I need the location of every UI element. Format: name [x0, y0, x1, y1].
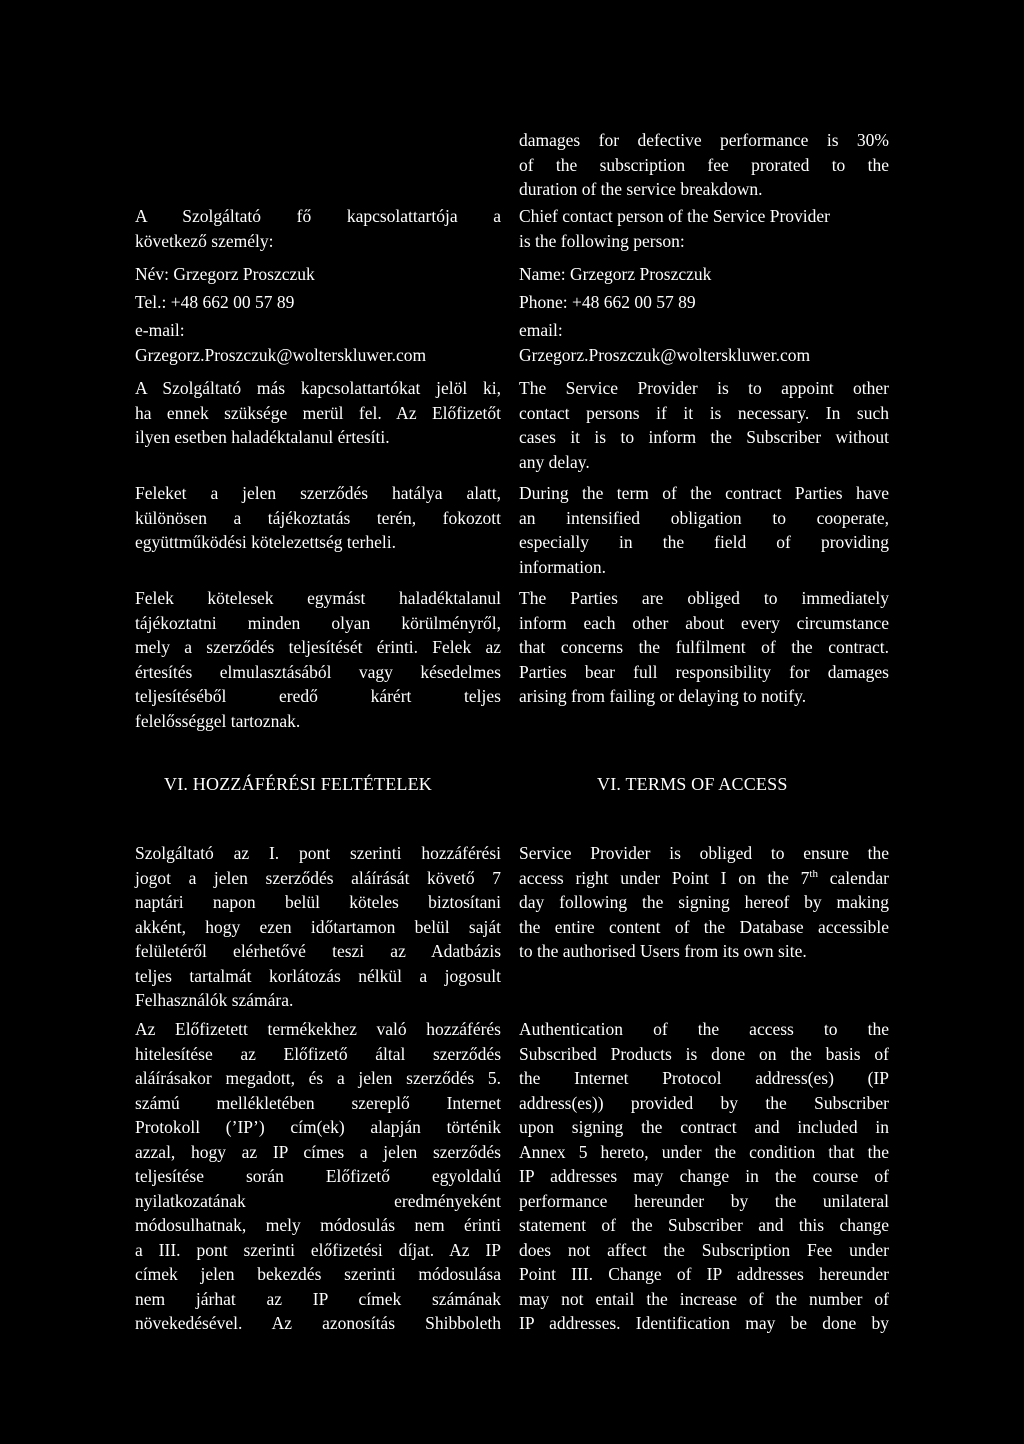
text-line: Feleket a jelen szerződés hatálya alatt,	[135, 483, 501, 503]
text-line: Felhasználók számára.	[135, 990, 294, 1010]
hu-other-contacts-paragraph	[135, 376, 501, 450]
text-line: jogot a jelen szerződés aláírását követő 7	[135, 867, 501, 888]
text-line: information.	[519, 556, 606, 577]
text-line: értesítés elmulasztásából vagy késedelmes	[135, 661, 501, 682]
en-contact-intro	[519, 204, 889, 253]
text-line: teljes tartalmát korlátozás nélkül a jogosult	[135, 965, 501, 986]
en-cooperation-paragraph	[519, 481, 889, 579]
text-fragment: calendar	[817, 867, 889, 888]
text-line: the Internet Protocol address(es) (IP	[519, 1068, 889, 1088]
en-other-contacts-paragraph	[519, 376, 889, 474]
en-section-heading: VI. TERMS OF ACCESS	[597, 774, 788, 794]
text-line: the entire content of the Database accessible	[519, 916, 889, 937]
hu-contact-name	[135, 262, 501, 287]
text-line: to the authorised Users from its own site.	[519, 941, 807, 961]
text-line: IP addresses may change in the course of	[519, 1166, 889, 1186]
en-contact-email	[519, 318, 889, 367]
text-line: that concerns the fulfilment of the contract.	[519, 637, 889, 657]
text-line: of the subscription fee prorated to the	[519, 154, 889, 175]
text-line: day following the signing hereof by making	[519, 892, 889, 912]
hu-contact-email	[135, 318, 501, 367]
text-line: azzal, hogy az IP címes a jelen szerződés	[135, 1141, 501, 1162]
text-line: especially in the field of providing	[519, 532, 889, 552]
text-line: Szolgáltató az I. pont szerinti hozzáférési	[135, 843, 501, 863]
hu-contact-phone	[135, 290, 501, 315]
text-line: performance hereunder by the unilateral	[519, 1190, 889, 1211]
text-line: módosulhatnak, mely módosulás nem érinti	[135, 1215, 501, 1235]
email-link[interactable]: Grzegorz.Proszczuk@wolterskluwer.com	[135, 344, 427, 365]
text-line: nyilatkozatának eredményeként	[135, 1190, 501, 1211]
text-line: Az Előfizetett termékekhez való hozzáférés	[135, 1019, 501, 1039]
text-line: Point III. Change of IP addresses hereunder	[519, 1264, 889, 1284]
hu-access-right-paragraph	[135, 841, 501, 1013]
text-line: növekedésével. Az azonosítás Shibboleth	[135, 1313, 501, 1333]
text-line: mely a szerződés teljesítését érinti. Felek az	[135, 637, 501, 657]
text-line: During the term of the contract Parties have	[519, 483, 889, 503]
text-line: damages for defective performance is 30%	[519, 130, 889, 150]
en-authentication-paragraph	[519, 1017, 889, 1336]
text-line: számú mellékletében szereplő Internet	[135, 1092, 501, 1113]
hu-authentication-paragraph	[135, 1017, 501, 1336]
text-line: teljesítéséből eredő kárért teljes	[135, 686, 501, 706]
text-line: Név: Grzegorz Proszczuk	[135, 264, 315, 284]
text-line: különösen a tájékoztatás terén, fokozott	[135, 507, 501, 528]
text-line: felületéről elérhetővé teszi az Adatbázis	[135, 941, 501, 961]
text-line: Name: Grzegorz Proszczuk	[519, 264, 712, 284]
text-line: IP addresses. Identification may be done by	[519, 1313, 889, 1333]
text-line: Felek kötelesek egymást haladéktalanul	[135, 588, 501, 608]
en-notification-paragraph	[519, 586, 889, 709]
text-line: címek jelen bekezdés szerinti módosulása	[135, 1264, 501, 1284]
text-line: ha ennek szüksége merül fel. Az Előfizetőt	[135, 402, 501, 423]
text-line: statement of the Subscriber and this change	[519, 1215, 889, 1235]
text-line: cases it is to inform the Subscriber without	[519, 427, 889, 447]
en-contact-name	[519, 262, 889, 287]
text-line: Tel.: +48 662 00 57 89	[135, 292, 295, 312]
text-line: may not entail the increase of the number of	[519, 1288, 889, 1309]
text-line: Protokoll (’IP’) cím(ek) alapján történik	[135, 1117, 501, 1137]
text-line: duration of the service breakdown.	[519, 179, 763, 199]
text-line: teljesítése során Előfizető egyoldalú	[135, 1166, 501, 1186]
text-line: e-mail:	[135, 320, 185, 340]
en-contact-phone	[519, 290, 889, 315]
text-line: inform each other about every circumstance	[519, 612, 889, 633]
text-line: address(es)) provided by the Subscriber	[519, 1092, 889, 1113]
text-line: an intensified obligation to cooperate,	[519, 507, 889, 528]
text-line: The Parties are obliged to immediately	[519, 588, 889, 608]
hu-section-heading: VI. HOZZÁFÉRÉSI FELTÉTELEK	[164, 774, 433, 794]
en-access-right-paragraph	[519, 841, 889, 964]
text-line: A Szolgáltató fő kapcsolattartója a	[135, 206, 501, 226]
text-line: Authentication of the access to the	[519, 1019, 889, 1039]
hu-notification-paragraph	[135, 586, 501, 733]
text-line: Subscribed Products is done on the basis of	[519, 1043, 889, 1064]
hu-contact-intro	[135, 204, 501, 253]
text-line: hitelesítése az Előfizető által szerződés	[135, 1043, 501, 1064]
text-line: upon signing the contract and included in	[519, 1117, 889, 1137]
text-line: Phone: +48 662 00 57 89	[519, 292, 696, 312]
text-line: Annex 5 hereto, under the condition that the	[519, 1141, 889, 1162]
text-fragment: access right under Point I on the 7	[519, 867, 810, 888]
email-link[interactable]: Grzegorz.Proszczuk@wolterskluwer.com	[519, 344, 811, 365]
text-line: ilyen esetben haladéktalanul értesíti.	[135, 427, 390, 447]
text-line: akként, hogy ezen időtartamon belül saját	[135, 916, 501, 937]
text-line: A Szolgáltató más kapcsolattartókat jelöl ki,	[135, 378, 501, 398]
text-line: is the following person:	[519, 230, 685, 251]
text-line: a III. pont szerinti előfizetési díjat. Az IP	[135, 1239, 501, 1260]
en-damages-paragraph	[519, 128, 889, 202]
text-line: email:	[519, 320, 563, 340]
text-line: The Service Provider is to appoint other	[519, 378, 889, 398]
text-line: does not affect the Subscription Fee under	[519, 1239, 889, 1260]
text-line: következő személy:	[135, 230, 274, 251]
text-line: Chief contact person of the Service Provider	[519, 206, 831, 226]
text-line: Parties bear full responsibility for damages	[519, 661, 889, 682]
ordinal-suffix: th	[809, 867, 818, 880]
text-line: tájékoztatni minden olyan körülményről,	[135, 612, 501, 633]
text-line: naptári napon belül köteles biztosítani	[135, 892, 501, 912]
text-line: felelősséggel tartoznak.	[135, 710, 301, 731]
text-line: együttműködési kötelezettség terheli.	[135, 532, 396, 552]
text-line: arising from failing or delaying to notify.	[519, 686, 807, 706]
text-line: nem járhat az IP címek számának	[135, 1288, 501, 1309]
text-line	[519, 866, 889, 891]
hu-cooperation-paragraph	[135, 481, 501, 555]
text-line: aláírásakor megadott, és a jelen szerződés 5.	[135, 1068, 501, 1088]
text-line: any delay.	[519, 451, 590, 472]
text-line: contact persons if it is necessary. In such	[519, 402, 889, 423]
text-line: Service Provider is obliged to ensure the	[519, 843, 889, 863]
